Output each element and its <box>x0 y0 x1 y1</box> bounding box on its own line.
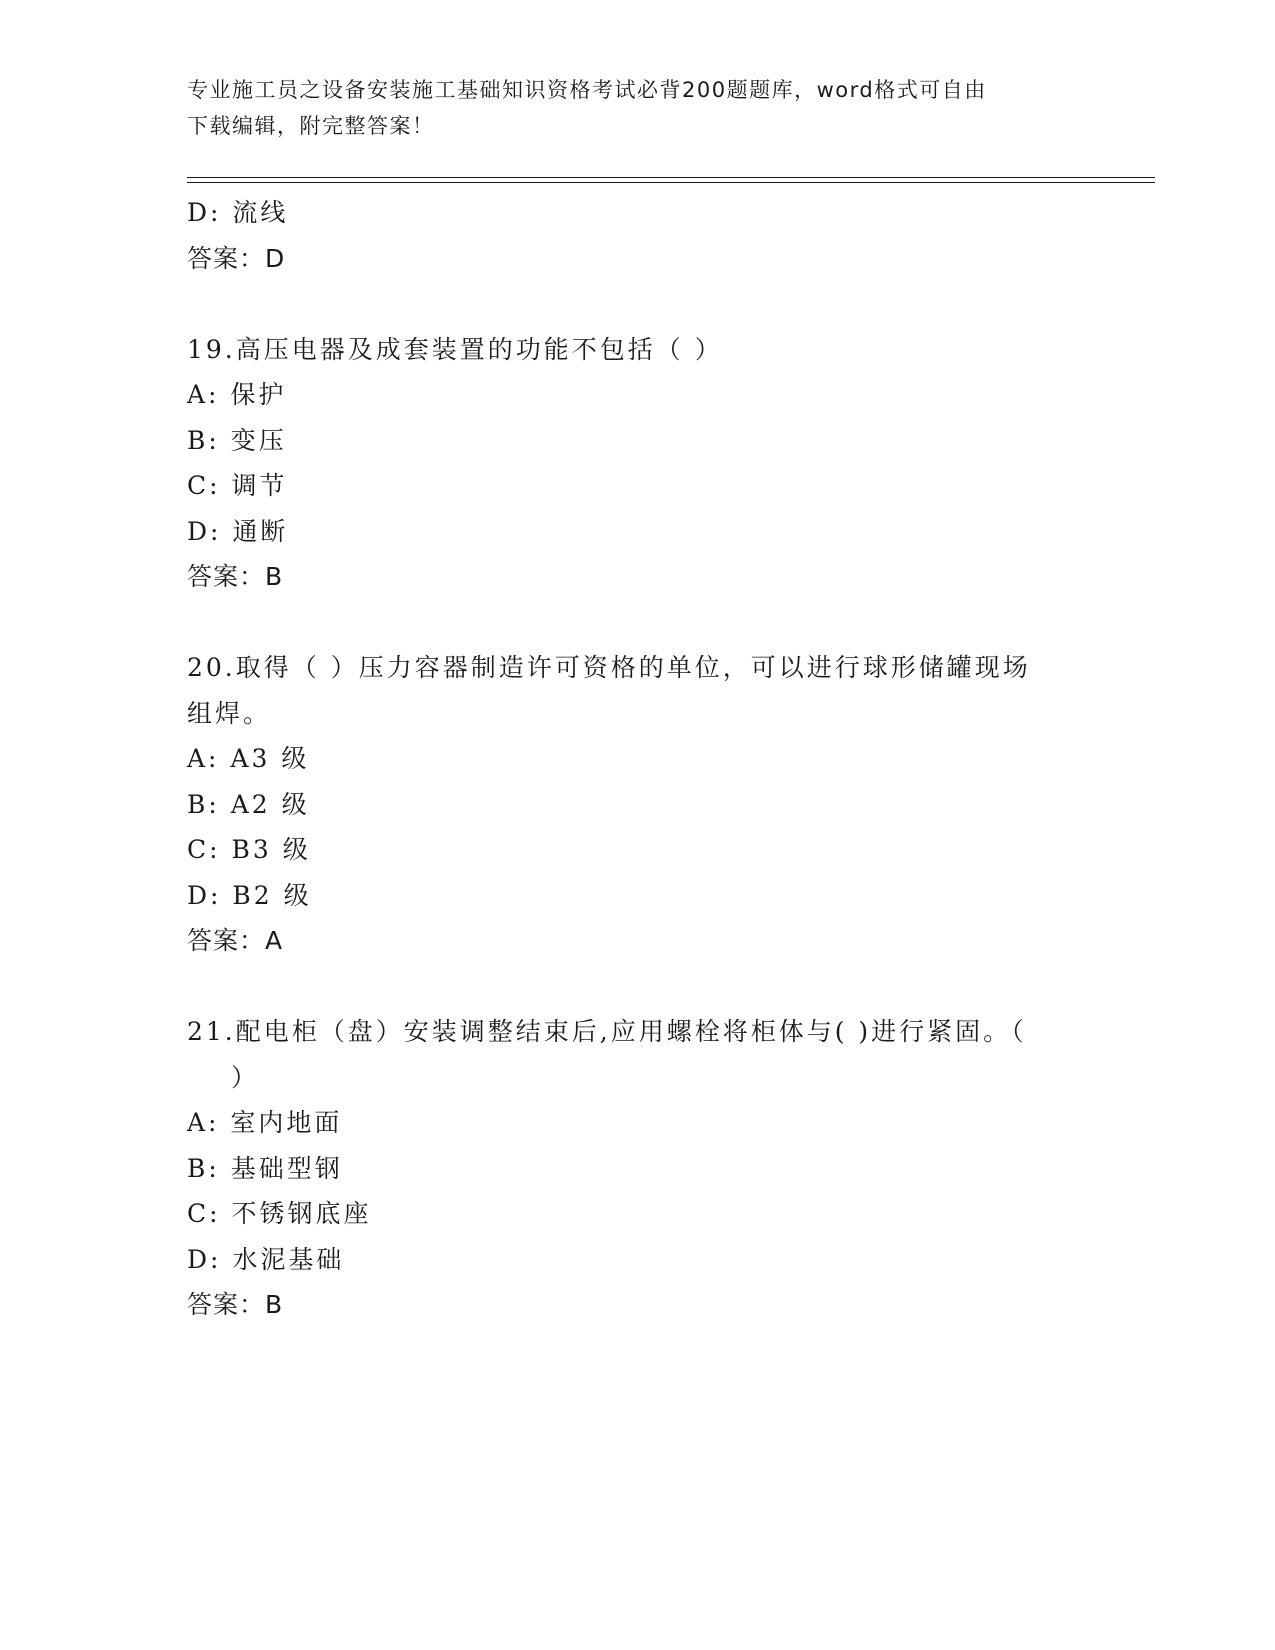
header-divider-top <box>187 177 1155 178</box>
document-header <box>187 72 1067 144</box>
option-a: A: 室内地面 <box>187 1108 343 1137</box>
question-text: 20.取得（ ）压力容器制造许可资格的单位，可以进行球形储罐现场 <box>187 653 1031 682</box>
question-text-continued: 组焊。 <box>187 698 272 728</box>
question-18-tail <box>187 190 1087 281</box>
option-d: D: 通断 <box>187 516 289 546</box>
option-d: D: 水泥基础 <box>187 1244 345 1274</box>
header-title-line-2: 下载编辑，附完整答案！ <box>187 114 435 138</box>
question-text: 19.高压电器及成套装置的功能不包括（ ） <box>187 334 723 364</box>
header-divider-bottom <box>187 182 1155 183</box>
question-spacer <box>187 281 1087 327</box>
option-c: C: B3 级 <box>187 835 311 864</box>
question-text: 21.配电柜（盘）安装调整结束后,应用螺栓将柜体与( )进行紧固。（ <box>187 1017 1027 1046</box>
option-b: B: 基础型钢 <box>187 1153 343 1183</box>
option-b: B: 变压 <box>187 425 287 455</box>
question-21 <box>187 1009 1087 1328</box>
answer-line: 答案：B <box>187 562 284 591</box>
answer-line: 答案：B <box>187 1290 284 1319</box>
question-20 <box>187 645 1087 964</box>
answer-line: 答案：D <box>187 243 286 273</box>
answer-line: 答案：A <box>187 926 284 955</box>
option-c: C: 调节 <box>187 471 288 500</box>
option-a: A: 保护 <box>187 380 287 409</box>
question-spacer <box>187 600 1087 646</box>
question-spacer <box>187 964 1087 1010</box>
option-d: D: 流线 <box>187 198 289 227</box>
option-b: B: A2 级 <box>187 789 310 819</box>
question-list <box>187 190 1087 1328</box>
option-a: A: A3 级 <box>187 744 310 773</box>
question-19 <box>187 327 1087 600</box>
option-d: D: B2 级 <box>187 880 312 910</box>
option-c: C: 不锈钢底座 <box>187 1199 372 1228</box>
header-title-line-1: 专业施工员之设备安装施工基础知识资格考试必背200题题库，word格式可自由 <box>187 78 987 102</box>
question-text-continued: ） <box>231 1062 260 1092</box>
